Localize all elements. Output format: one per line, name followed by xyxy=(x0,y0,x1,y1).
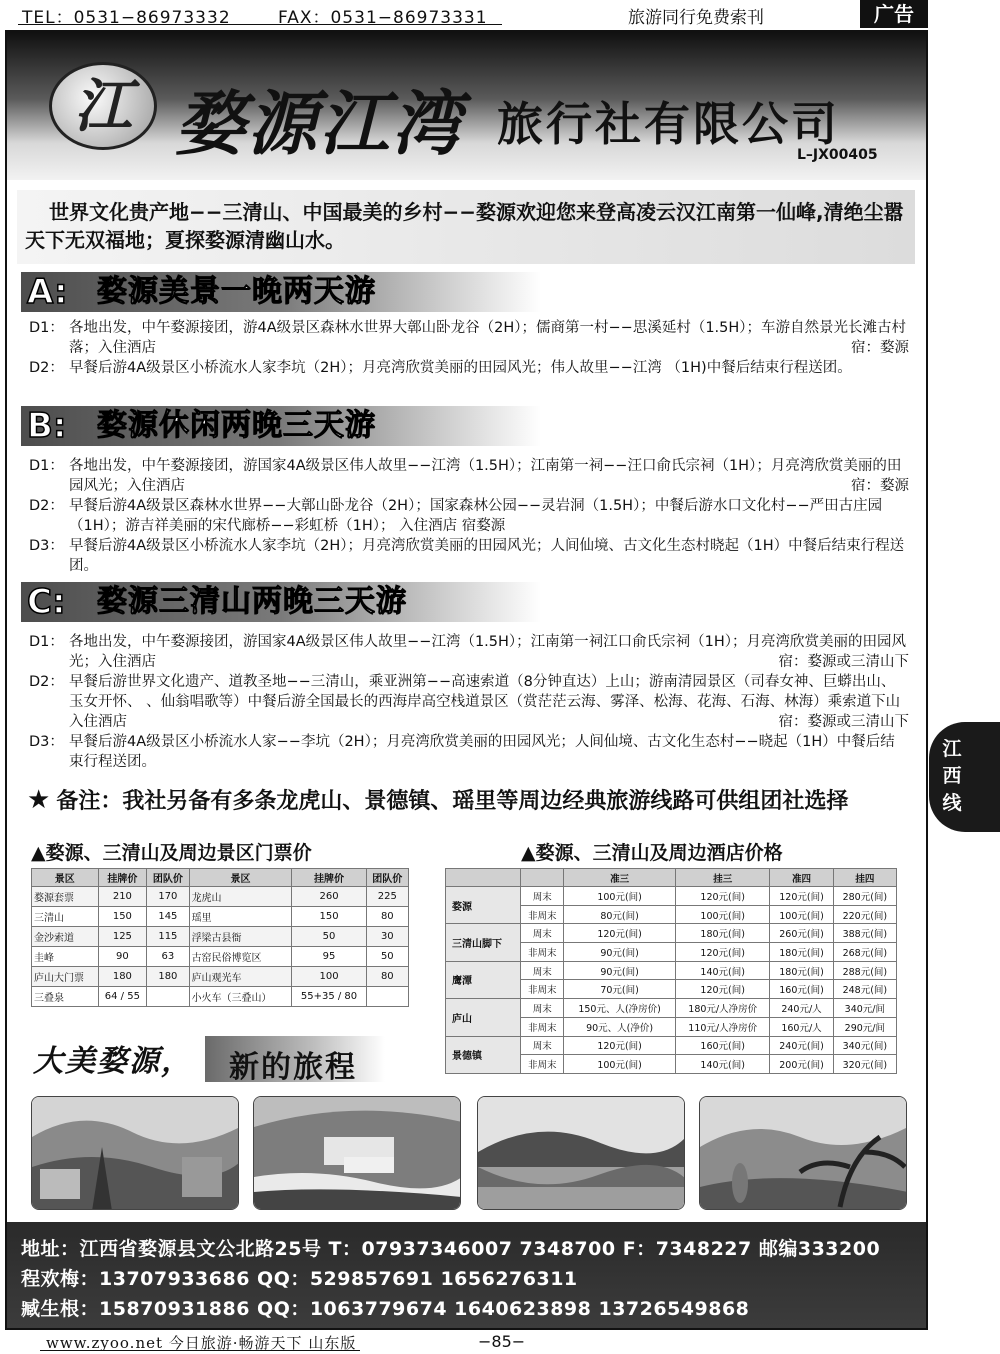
region-side-tab xyxy=(929,722,1000,832)
hotel-cell: 120元(间) xyxy=(564,924,676,943)
ticket-cell: 100 xyxy=(292,967,366,987)
hotel-cell: 340元(间) xyxy=(833,1036,896,1055)
tour-a-day2 xyxy=(29,358,909,378)
hotel-cell: 160元/人 xyxy=(770,1017,833,1036)
ticket-cell: 225 xyxy=(366,887,408,907)
ticket-cell: 古窑民俗博览区 xyxy=(189,947,292,967)
ad-frame xyxy=(5,30,928,1330)
table-row xyxy=(446,924,897,943)
ticket-cell: 小火车（三叠山） xyxy=(189,987,292,1007)
ticket-cell: 150 xyxy=(292,907,366,927)
ticket-header-cell: 挂牌价 xyxy=(98,869,147,887)
ticket-cell: 125 xyxy=(98,927,147,947)
hotel-cell: 320元(间) xyxy=(833,1055,896,1074)
day-text: 各地出发，中午婺源接团，游国家4A级景区伟人故里−−江湾（1.5H）；江南第一祠江口俞氏宗祠（1H）；月亮湾欣赏美丽的田园风光；入住酒店 xyxy=(69,634,907,670)
tour-b-day2 xyxy=(29,496,909,536)
tour-c-day1 xyxy=(29,632,909,672)
photo-lake-hills xyxy=(477,1096,685,1210)
hotel-price-table xyxy=(445,868,897,1074)
site-name: www.zyoo.net 今日旅游·畅游天下 山东版 xyxy=(46,1334,357,1352)
ticket-cell: 64 / 55 xyxy=(98,987,147,1007)
hotel-cell: 248元(间) xyxy=(833,980,896,999)
hotel-cell: 周末 xyxy=(521,1036,564,1055)
ticket-cell: 庐山观光车 xyxy=(189,967,292,987)
hotel-cell: 90元(间) xyxy=(564,943,676,962)
day-label: D2： xyxy=(29,498,64,514)
hotel-cell: 388元(间) xyxy=(833,924,896,943)
hotel-header-cell xyxy=(446,869,521,887)
hotel-cell: 非周末 xyxy=(521,1055,564,1074)
ticket-cell: 30 xyxy=(366,927,408,947)
hotel-cell: 150元、人(净房价) xyxy=(564,999,676,1018)
table-row xyxy=(446,887,897,906)
day-label: D3： xyxy=(29,734,64,750)
ticket-cell: 170 xyxy=(147,887,189,907)
ticket-cell: 180 xyxy=(98,967,147,987)
day-label: D3： xyxy=(29,538,64,554)
region-label: 江西线 xyxy=(942,738,962,814)
table-row xyxy=(32,907,409,927)
hotel-cell: 80元(间) xyxy=(564,905,676,924)
top-rule xyxy=(18,24,502,25)
ticket-header-cell: 团队价 xyxy=(147,869,189,887)
hotel-cell: 280元(间) xyxy=(833,887,896,906)
table-row xyxy=(32,927,409,947)
tour-b-letter: B: xyxy=(27,406,67,446)
hotel-header-cell: 挂四 xyxy=(833,869,896,887)
hotel-cell: 180元(间) xyxy=(770,943,833,962)
day-text: 各地出发，中午婺源接团，游国家4A级景区伟人故里−−江湾（1.5H）；江南第一祠−−汪口俞氏宗祠（1H）；月亮湾欣赏美丽的田园风光；入住酒店 xyxy=(69,458,902,494)
tour-b-title: 婺源休闲两晚三天游 xyxy=(97,408,376,443)
hotel-cell: 110元/人净房价 xyxy=(676,1017,770,1036)
ticket-header-cell: 景区 xyxy=(32,869,99,887)
hotel-cell: 160元(间) xyxy=(770,980,833,999)
tour-b-day1 xyxy=(29,456,909,496)
footer-contact-1: 程欢梅：13707933686 QQ：529857691 1656276311 xyxy=(21,1268,578,1290)
footer-rule xyxy=(40,1350,360,1351)
day-text: 早餐后游4A级景区小桥流水人家李坑（2H）；月亮湾欣赏美丽的田园风光；人间仙境、古文化生态村晓起（1H）中餐后结束行程送团。 xyxy=(69,538,905,574)
page-footer xyxy=(0,1330,1000,1354)
page-number: −85− xyxy=(478,1332,526,1351)
slogan-part2-box xyxy=(205,1036,385,1085)
ticket-cell: 80 xyxy=(366,967,408,987)
ticket-cell: 63 xyxy=(147,947,189,967)
ticket-cell: 50 xyxy=(292,927,366,947)
hotel-cell: 220元(间) xyxy=(833,905,896,924)
table-row xyxy=(32,887,409,907)
hotel-cell: 周末 xyxy=(521,961,564,980)
tel-number: TEL：0531−86973332 xyxy=(22,8,231,28)
company-logo xyxy=(49,62,157,150)
hotel-table-title: ▲婺源、三清山及周边酒店价格 xyxy=(521,842,783,864)
ticket-cell: 50 xyxy=(366,947,408,967)
tour-a-title: 婺源美景一晚两天游 xyxy=(97,274,376,309)
ticket-cell: 庐山大门票 xyxy=(32,967,99,987)
hotel-cell: 100元(间) xyxy=(564,1055,676,1074)
hotel-cell: 120元(间) xyxy=(676,943,770,962)
top-bar xyxy=(0,0,1000,28)
ticket-cell xyxy=(147,987,189,1007)
table-row xyxy=(32,987,409,1007)
hotel-header-cell: 准三 xyxy=(564,869,676,887)
tour-c-letter: C: xyxy=(27,582,66,622)
hotel-cell: 非周末 xyxy=(521,1017,564,1036)
ticket-header-cell: 景区 xyxy=(189,869,292,887)
hotel-cell: 周末 xyxy=(521,887,564,906)
hotel-cell: 120元(间) xyxy=(770,887,833,906)
hotel-cell: 240元(间) xyxy=(770,1036,833,1055)
hotel-cell: 100元(间) xyxy=(564,887,676,906)
intro-box xyxy=(17,190,915,264)
ticket-cell: 圭峰 xyxy=(32,947,99,967)
tour-a-letter: A: xyxy=(27,272,68,312)
hotel-cell: 120元(间) xyxy=(676,980,770,999)
header-banner xyxy=(7,32,926,180)
ticket-price-table xyxy=(31,868,409,1007)
slogan-part1: 大美婺源， xyxy=(33,1044,193,1079)
ticket-cell: 90 xyxy=(98,947,147,967)
hotel-cell: 200元(间) xyxy=(770,1055,833,1074)
hotel-cell: 非周末 xyxy=(521,980,564,999)
contact-footer xyxy=(7,1222,926,1328)
hotel-cell: 100元(间) xyxy=(676,905,770,924)
ticket-cell: 260 xyxy=(292,887,366,907)
hotel-cell: 260元(间) xyxy=(770,924,833,943)
ticket-cell: 三叠泉 xyxy=(32,987,99,1007)
hotel-city-cell: 婺源 xyxy=(446,887,521,924)
day-stay: 宿：婺源 xyxy=(851,340,909,356)
intro-text: 世界文化贵产地−−三清山、中国最美的乡村−−婺源欢迎您来登高凌云汉江南第一仙峰,清绝尘嚣天下无双福地；夏探婺源清幽山水。 xyxy=(25,200,904,252)
ticket-cell: 145 xyxy=(147,907,189,927)
day-text: 早餐后游4A级景区小桥流水人家−−李坑（2H）；月亮湾欣赏美丽的田园风光；人间仙境、古文化生态村−−晓起（1H）中餐后结束行程送团。 xyxy=(69,734,895,770)
ticket-cell: 210 xyxy=(98,887,147,907)
hotel-cell: 160元(间) xyxy=(676,1036,770,1055)
day-label: D2： xyxy=(29,674,64,690)
remark xyxy=(27,784,848,815)
hotel-cell: 268元(间) xyxy=(833,943,896,962)
day-label: D2： xyxy=(29,360,64,376)
ticket-table-title: ▲婺源、三清山及周边景区门票价 xyxy=(31,842,312,864)
brand-name: 婺源江湾 xyxy=(175,82,463,165)
license-number: L–JX00405 xyxy=(797,147,878,163)
ticket-header-cell: 挂牌价 xyxy=(292,869,366,887)
slogan-part2: 新的旅程 xyxy=(229,1050,357,1085)
hotel-cell: 90元(间) xyxy=(564,961,676,980)
hotel-cell: 140元(间) xyxy=(676,961,770,980)
table-row xyxy=(446,1036,897,1055)
remark-text: 备注：我社另备有多条龙虎山、景德镇、瑶里等周边经典旅游线路可供组团社选择 xyxy=(56,789,849,814)
hotel-cell: 120元(间) xyxy=(676,887,770,906)
footer-contact-2: 臧生根：15870931886 QQ：1063779674 1640623898 13726549868 xyxy=(21,1298,750,1320)
hotel-cell: 290元/间 xyxy=(833,1017,896,1036)
hotel-city-cell: 景德镇 xyxy=(446,1036,521,1073)
day-text: 各地出发，中午婺源接团，游4A级景区森林水世界大鄣山卧龙谷（2H）；儒商第一村−−思溪延村（1.5H）；车游自然景光长滩古村落；入住酒店 xyxy=(69,320,907,356)
day-label: D1： xyxy=(29,458,64,474)
tour-c-title: 婺源三清山两晚三天游 xyxy=(97,584,407,619)
ticket-cell: 金沙索道 xyxy=(32,927,99,947)
ticket-cell xyxy=(366,987,408,1007)
day-label: D1： xyxy=(29,634,64,650)
day-stay: 宿：婺源 xyxy=(851,478,909,494)
hotel-header-cell: 挂三 xyxy=(676,869,770,887)
ticket-header-cell: 团队价 xyxy=(366,869,408,887)
hotel-city-cell: 鹰潭 xyxy=(446,961,521,998)
ticket-cell: 80 xyxy=(366,907,408,927)
hotel-city-cell: 庐山 xyxy=(446,999,521,1036)
hotel-cell: 288元(间) xyxy=(833,961,896,980)
photo-village-mist xyxy=(31,1096,239,1210)
logo-char: 江 xyxy=(73,72,132,140)
hotel-cell: 周末 xyxy=(521,999,564,1018)
hotel-cell: 340元/间 xyxy=(833,999,896,1018)
company-name: 旅行社有限公司 xyxy=(497,97,840,151)
hotel-cell: 70元(间) xyxy=(564,980,676,999)
ticket-cell: 龙虎山 xyxy=(189,887,292,907)
hotel-cell: 非周末 xyxy=(521,943,564,962)
hotel-cell: 120元(间) xyxy=(564,1036,676,1055)
day-stay: 宿：婺源或三清山下 xyxy=(778,654,909,670)
ticket-cell: 浮梁古县衙 xyxy=(189,927,292,947)
hotel-cell: 周末 xyxy=(521,924,564,943)
tour-c-day2 xyxy=(29,672,909,732)
hotel-header-cell: 准四 xyxy=(770,869,833,887)
day-stay: 宿：婺源或三清山下 xyxy=(778,714,909,730)
day-text: 早餐后游世界文化遗产、道教圣地−−三清山，乘亚洲第−−高速索道（8分钟直达）上山；游南清园景区（司春女神、巨蟒出山、玉女开怀、 、仙翁唱歌等）中餐后游全国最长的西海岸高空栈道景区（赏茫茫云海、雾泽、松海、花海、石海、林海）乘索道下山入住酒店 xyxy=(69,674,901,730)
tour-b-day3 xyxy=(29,536,909,576)
tour-a-header xyxy=(21,272,541,312)
table-row xyxy=(32,967,409,987)
hotel-cell: 180元(间) xyxy=(770,961,833,980)
ticket-cell: 95 xyxy=(292,947,366,967)
hotel-city-cell: 三清山脚下 xyxy=(446,924,521,961)
ticket-cell: 瑶里 xyxy=(189,907,292,927)
star-icon: ★ xyxy=(27,785,51,815)
day-text: 早餐后游4A级景区森林水世界−−大鄣山卧龙谷（2H）；国家森林公园−−灵岩洞（1.5H）；中餐后游水口文化村−−严田古庄园（1H）；游吉祥美丽的宋代廊桥−−彩虹桥（1H）； 入住酒店 宿婺源 xyxy=(69,498,883,534)
table-row xyxy=(446,961,897,980)
hotel-cell: 180元/人净房价 xyxy=(676,999,770,1018)
table-row xyxy=(446,999,897,1018)
hotel-cell: 非周末 xyxy=(521,905,564,924)
day-text: 早餐后游4A级景区小桥流水人家李坑（2H）；月亮湾欣赏美丽的田园风光；伟人故里−−江湾 （1H)中餐后结束行程送团。 xyxy=(69,360,852,376)
ad-tag: 广告 xyxy=(860,0,928,28)
hotel-cell: 240元/人 xyxy=(770,999,833,1018)
photo-mountain-pine xyxy=(699,1096,907,1210)
hotel-cell: 140元(间) xyxy=(676,1055,770,1074)
ticket-cell: 180 xyxy=(147,967,189,987)
tour-a-day1 xyxy=(29,318,909,358)
day-label: D1： xyxy=(29,320,64,336)
hotel-cell: 90元、人(净价) xyxy=(564,1017,676,1036)
fax-number: FAX：0531−86973331 xyxy=(278,8,488,28)
hotel-header-cell xyxy=(521,869,564,887)
hotel-cell: 180元(间) xyxy=(676,924,770,943)
publication-name: 旅游同行免费索刊 xyxy=(628,8,764,28)
table-row xyxy=(32,947,409,967)
hotel-cell: 100元(间) xyxy=(770,905,833,924)
ticket-cell: 三清山 xyxy=(32,907,99,927)
ticket-cell: 150 xyxy=(98,907,147,927)
tour-b-header xyxy=(21,406,541,446)
photo-terrace-village xyxy=(253,1096,461,1210)
tour-c-header xyxy=(21,582,541,622)
ticket-cell: 55+35 / 80 xyxy=(292,987,366,1007)
ticket-cell: 115 xyxy=(147,927,189,947)
tour-c-day3 xyxy=(29,732,909,772)
ticket-cell: 婺源套票 xyxy=(32,887,99,907)
footer-address: 地址：江西省婺源县文公北路25号 T：07937346007 7348700 F：7348227 邮编333200 xyxy=(21,1238,881,1260)
